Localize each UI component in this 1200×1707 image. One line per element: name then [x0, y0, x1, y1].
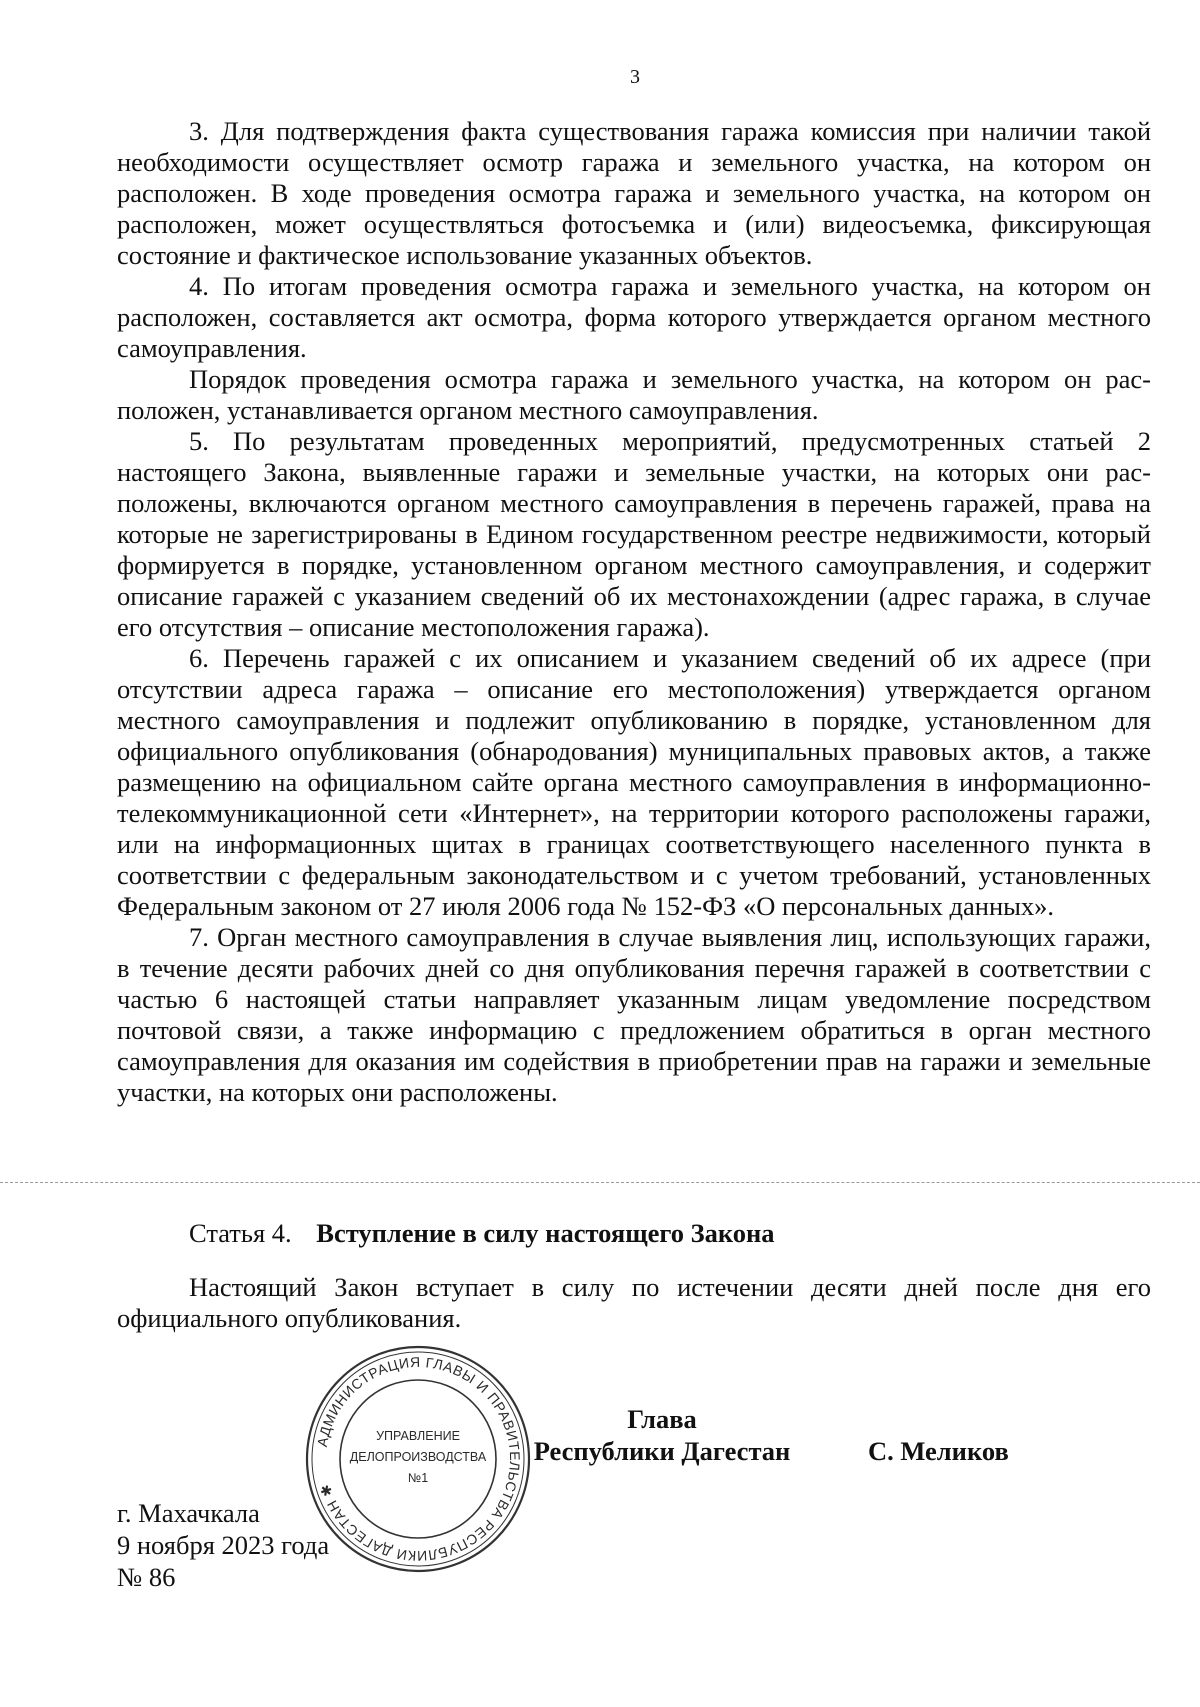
- paragraph-inspection-order: Порядок проведения осмотра гаража и земельного участка, на котором он расположен, устанавливается органом местного самоуправления.: [117, 364, 1151, 425]
- paragraph-7: 7. Орган местного самоуправления в случае выявления лиц, использующих гаражи, в течение десяти рабочих дней со дня опубликования перечня гаражей в соответствии с частью 6 настоящей статьи направляет указанным лицам уведомление посредством почтовой связи, а также информацию с предложением обратиться в орган местного самоуправления для оказания им содействия в приобретении прав на гаражи и земельные участки, на которых они расположены.: [117, 922, 1151, 1107]
- article-paragraph: Настоящий Закон вступает в силу по истечении десяти дней после дня его официального опубликования.: [117, 1272, 1151, 1333]
- law-number: № 86: [117, 1562, 176, 1592]
- city: г. Махачкала: [117, 1498, 260, 1528]
- paragraph-5: 5. По результатам проведенных мероприятий, предусмотренных статьей 2 настоящего Закона, выявленные гаражи и земельные участки, на которых они расположены, включаются органом местного самоуправления в перечень гаражей, права на которые не зарегистрированы в Едином государственном реестре недвижимости, который формируется в порядке, установленном органом местного самоуправления, и содержит описание гаражей с указанием сведений об их местонахождении (адрес гаража, в случае его отсутствия – описание местоположения гаража).: [117, 426, 1151, 642]
- scan-dashed-line: [0, 1182, 1200, 1183]
- official-stamp: [303, 1343, 533, 1575]
- paragraph-4: 4. По итогам проведения осмотра гаража и земельного участка, на котором он расположен, составляется акт осмотра, форма которого утверждается органом местного самоуправления.: [117, 271, 1151, 363]
- paragraph-6: 6. Перечень гаражей с их описанием и указанием сведений об их адресе (при отсутствии адреса гаража – описание его местоположения) утверждается органом местного самоуправления и подлежит опубликованию в порядке, установленном для официального опубликования (обнародования) муниципальных правовых актов, а также размещению на официальном сайте органа местного самоуправления в информационно-телекоммуникационной сети «Интернет», на территории которого расположены гаражи, или на информационных щитах в границах соответствующего населенного пункта в соответствии с федеральным законодательством и с учетом требований, установленных Федеральным законом от 27 июля 2006 года № 152-ФЗ «О персональных данных».: [117, 643, 1151, 921]
- signatory-name: С. Меликов: [868, 1436, 1009, 1466]
- page-number: 3: [630, 66, 640, 88]
- article-heading: [189, 1218, 775, 1249]
- signatory-title-line1: Глава: [627, 1404, 697, 1434]
- paragraph-3: 3. Для подтверждения факта существования гаража комиссия при наличии такой необходимости осуществляет осмотр гаража и земельного участка, на котором он расположен. В ходе проведения осмотра гаража и земельного участка, на котором он расположен, может осуществляться фотосъемка и (или) видеосъемка, фиксирующая состояние и фактическое использование указанных объектов.: [117, 116, 1151, 270]
- stamp-line2: ДЕЛОПРОИЗВОДСТВА: [349, 1450, 487, 1464]
- article-title: Вступление в силу настоящего Закона: [316, 1218, 775, 1248]
- law-date: 9 ноября 2023 года: [117, 1530, 330, 1560]
- article-text: [117, 1272, 1151, 1334]
- signatory-title: [512, 1403, 812, 1467]
- article-number: Статья 4.: [189, 1218, 292, 1248]
- stamp-line1: УПРАВЛЕНИЕ: [376, 1429, 460, 1443]
- document-body: [117, 116, 1151, 1108]
- place-date-number: [117, 1497, 329, 1593]
- signatory-title-line2: Республики Дагестан: [533, 1436, 791, 1466]
- stamp-ring-text: АДМИНИСТРАЦИЯ ГЛАВЫ И ПРАВИТЕЛЬСТВА РЕСПУБЛИКИ ДАГЕСТАН ✱: [313, 1353, 524, 1565]
- stamp-line3: №1: [407, 1471, 429, 1485]
